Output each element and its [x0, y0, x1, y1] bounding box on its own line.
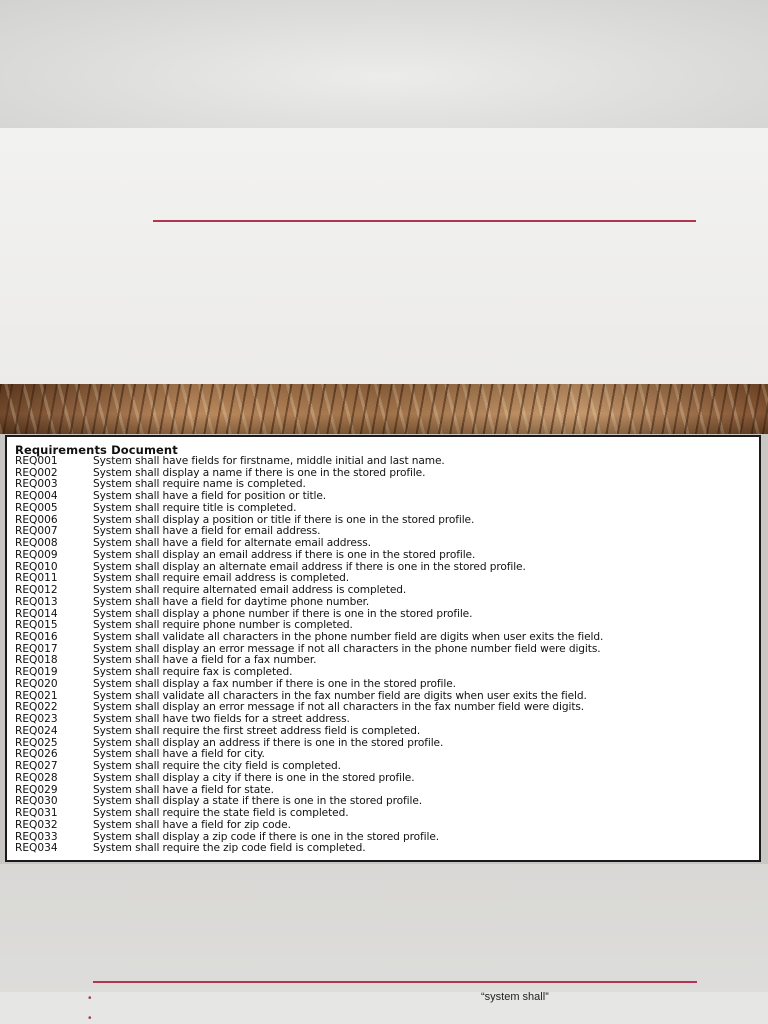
requirement-id: REQ017	[15, 642, 58, 655]
requirement-id: REQ032	[15, 818, 58, 831]
requirement-id: REQ011	[15, 572, 58, 585]
requirement-row	[15, 597, 755, 609]
requirement-id: REQ033	[15, 830, 58, 843]
requirement-id: REQ013	[15, 595, 58, 608]
requirement-id: REQ030	[15, 795, 58, 808]
requirement-text: System shall display an address if there is one in the stored profile.	[93, 736, 444, 749]
requirement-text: System shall display a phone number if there is one in the stored profile.	[93, 607, 473, 620]
requirement-text: System shall validate all characters in the phone number field are digits when user exits the field.	[93, 631, 604, 644]
requirement-text: System shall require fax is completed.	[93, 666, 293, 679]
requirement-id: REQ034	[15, 842, 58, 855]
requirement-text: System shall display a name if there is one in the stored profile.	[93, 466, 426, 479]
requirement-text: System shall display an alternate email address if there is one in the stored profile.	[93, 560, 526, 573]
bullet-text-area	[0, 992, 768, 1024]
title-accent-rule	[153, 220, 696, 222]
requirement-id: REQ004	[15, 490, 58, 503]
requirement-row	[15, 679, 755, 691]
requirement-id: REQ019	[15, 666, 58, 679]
top-background-band	[0, 0, 768, 128]
bullet-quote-text[interactable]: “system shall”	[481, 991, 549, 1003]
requirement-text: System shall require name is completed.	[93, 478, 306, 491]
requirement-text: System shall display a city if there is one in the stored profile.	[93, 771, 415, 784]
requirement-row	[15, 843, 755, 855]
requirement-text: System shall display a state if there is one in the stored profile.	[93, 795, 423, 808]
requirement-id: REQ028	[15, 771, 58, 784]
requirement-text: System shall require the zip code field is completed.	[93, 842, 366, 855]
content-accent-rule	[93, 981, 697, 983]
requirement-id: REQ025	[15, 736, 58, 749]
bullet-marker: •	[88, 993, 92, 1004]
requirement-text: System shall have two fields for a street address.	[93, 713, 350, 726]
requirement-id: REQ026	[15, 748, 58, 761]
wood-texture-shade	[0, 384, 768, 434]
requirement-row	[15, 550, 755, 562]
requirement-id: REQ014	[15, 607, 58, 620]
requirement-id: REQ031	[15, 807, 58, 820]
requirement-text: System shall have a field for city.	[93, 748, 265, 761]
requirements-document	[5, 435, 761, 862]
bullet-marker: •	[88, 1013, 92, 1024]
requirement-id: REQ029	[15, 783, 58, 796]
requirement-id: REQ007	[15, 525, 58, 538]
requirement-text: System shall display a position or title if there is one in the stored profile.	[93, 513, 475, 526]
requirement-id: REQ021	[15, 689, 58, 702]
requirement-text: System shall display an error message if not all characters in the fax number field were digits.	[93, 701, 585, 714]
requirement-text: System shall have a field for zip code.	[93, 818, 291, 831]
requirements-list	[15, 456, 755, 855]
requirement-id: REQ022	[15, 701, 58, 714]
requirement-row	[15, 456, 755, 468]
requirement-id: REQ012	[15, 584, 58, 597]
requirement-id: REQ018	[15, 654, 58, 667]
requirement-text: System shall display a fax number if there is one in the stored profile.	[93, 677, 456, 690]
requirement-row	[15, 808, 755, 820]
requirement-id: REQ020	[15, 677, 58, 690]
requirement-id: REQ005	[15, 501, 58, 514]
requirement-id: REQ006	[15, 513, 58, 526]
requirement-row	[15, 820, 755, 832]
requirement-text: System shall validate all characters in the fax number field are digits when user exits the field.	[93, 689, 587, 702]
requirement-row	[15, 726, 755, 738]
requirement-id: REQ009	[15, 548, 58, 561]
requirement-text: System shall have a field for alternate email address.	[93, 537, 371, 550]
requirement-text: System shall require the first street address field is completed.	[93, 724, 421, 737]
requirement-text: System shall require phone number is completed.	[93, 619, 353, 632]
requirement-id: REQ010	[15, 560, 58, 573]
requirement-id: REQ024	[15, 724, 58, 737]
requirement-text: System shall require alternated email address is completed.	[93, 584, 407, 597]
requirement-id: REQ015	[15, 619, 58, 632]
requirement-text: System shall display an error message if not all characters in the phone number field were digits.	[93, 642, 601, 655]
requirement-id: REQ003	[15, 478, 58, 491]
requirement-text: System shall display an email address if there is one in the stored profile.	[93, 548, 476, 561]
requirement-text: System shall require email address is completed.	[93, 572, 350, 585]
requirement-id: REQ002	[15, 466, 58, 479]
requirement-text: System shall have a field for daytime phone number.	[93, 595, 370, 608]
requirement-row	[15, 632, 755, 644]
requirement-id: REQ008	[15, 537, 58, 550]
requirement-id: REQ023	[15, 713, 58, 726]
requirement-text: System shall require title is completed.	[93, 501, 297, 514]
requirement-text: System shall have a field for email address.	[93, 525, 321, 538]
requirement-row	[15, 503, 755, 515]
requirement-id: REQ001	[15, 455, 58, 467]
requirement-id: REQ027	[15, 760, 58, 773]
requirement-text: System shall have a field for position or title.	[93, 490, 327, 503]
title-placeholder-panel	[0, 128, 768, 384]
requirement-text: System shall have a field for a fax number.	[93, 654, 317, 667]
requirement-text: System shall have a field for state.	[93, 783, 274, 796]
requirement-id: REQ016	[15, 631, 58, 644]
requirement-text: System shall require the state field is completed.	[93, 807, 349, 820]
document-title: Requirements Document	[15, 443, 178, 457]
requirement-row	[15, 773, 755, 785]
requirement-text: System shall display a zip code if there is one in the stored profile.	[93, 830, 440, 843]
requirement-text: System shall have fields for firstname, middle initial and last name.	[93, 455, 445, 467]
requirement-text: System shall require the city field is completed.	[93, 760, 341, 773]
